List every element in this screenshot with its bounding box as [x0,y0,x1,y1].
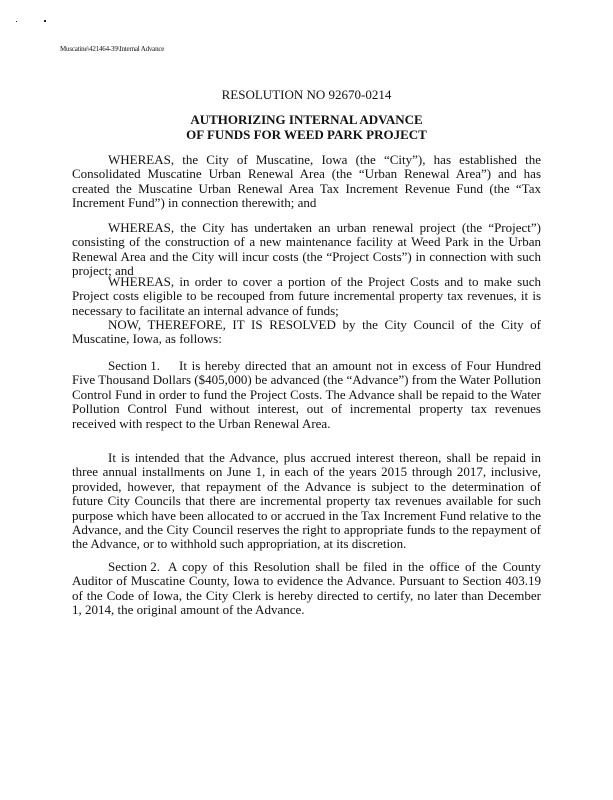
resolution-number: RESOLUTION NO 92670-0214 [221,87,392,102]
document-reference: Muscatine\421464-39\Internal Advance [60,45,165,53]
section-1 [72,359,541,431]
scan-speck [16,21,17,22]
heading-line-1: AUTHORIZING INTERNAL ADVANCE [190,112,423,127]
resolved-paragraph: NOW, THEREFORE, IT IS RESOLVED by the City Council of the City of Muscatine, Iowa, as follows: [72,317,541,347]
whereas-paragraph-1: WHEREAS, the City of Muscatine, Iowa (the “City”), has established the Consolidated Muscatine Urban Renewal Area (the “Urban Renewal Area”) and has created the Muscatine Urban Renewal Area Tax Increment Revenue Fund (the “Tax Increment Fund”) in connection therewith; and [72,152,541,211]
whereas-paragraph-2: WHEREAS, the City has undertaken an urban renewal project (the “Project”) consisting of the construction of a new maintenance facility at Weed Park in the Urban Renewal Area and the City will incur costs (the “Project Costs”) in connection with such project; and [72,220,541,279]
section-1-text: It is hereby directed that an amount not in excess of Four Hundred Five Thousand Dollars ($405,000) be advanced (the “Advance”) from the Water Pollution Control Fund in order to fund the Project Costs. The Advance shall be repaid to the Water Pollution Control Fund without interest, out of incremental property tax revenues received with respect to the Urban Renewal Area. [72,358,541,431]
section-1-label: Section 1. [108,358,160,373]
section-2-text: A copy of this Resolution shall be filed in the office of the County Auditor of Muscatine County, Iowa to evidence the Advance. Pursuant to Section 403.19 of the Code of Iowa, the City Clerk is hereby directed to certify, no later than December 1, 2014, the original amount of the Advance. [72,559,541,618]
heading-line-2: OF FUNDS FOR WEED PARK PROJECT [186,127,427,142]
section-2-label: Section 2. [108,559,160,574]
repayment-paragraph: It is intended that the Advance, plus accrued interest thereon, shall be repaid in three annual installments on June 1, in each of the years 2015 through 2017, inclusive, provided, however, that repayment of the Advance is subject to the determination of future City Councils that there are incremental property tax revenues available for such purpose which have been allocated to or accrued in the Tax Increment Fund relative to the Advance, and the City Council reserves the right to appropriate funds to the repayment of the Advance, or to withhold such appropriation, at its discretion. [72,450,541,552]
section-2 [72,560,541,618]
whereas-paragraph-3: WHEREAS, in order to cover a portion of the Project Costs and to make such Project costs eligible to be recouped from future incremental property tax revenues, it is necessary to facilitate an internal advance of funds; [72,274,541,318]
scan-speck [44,20,46,22]
